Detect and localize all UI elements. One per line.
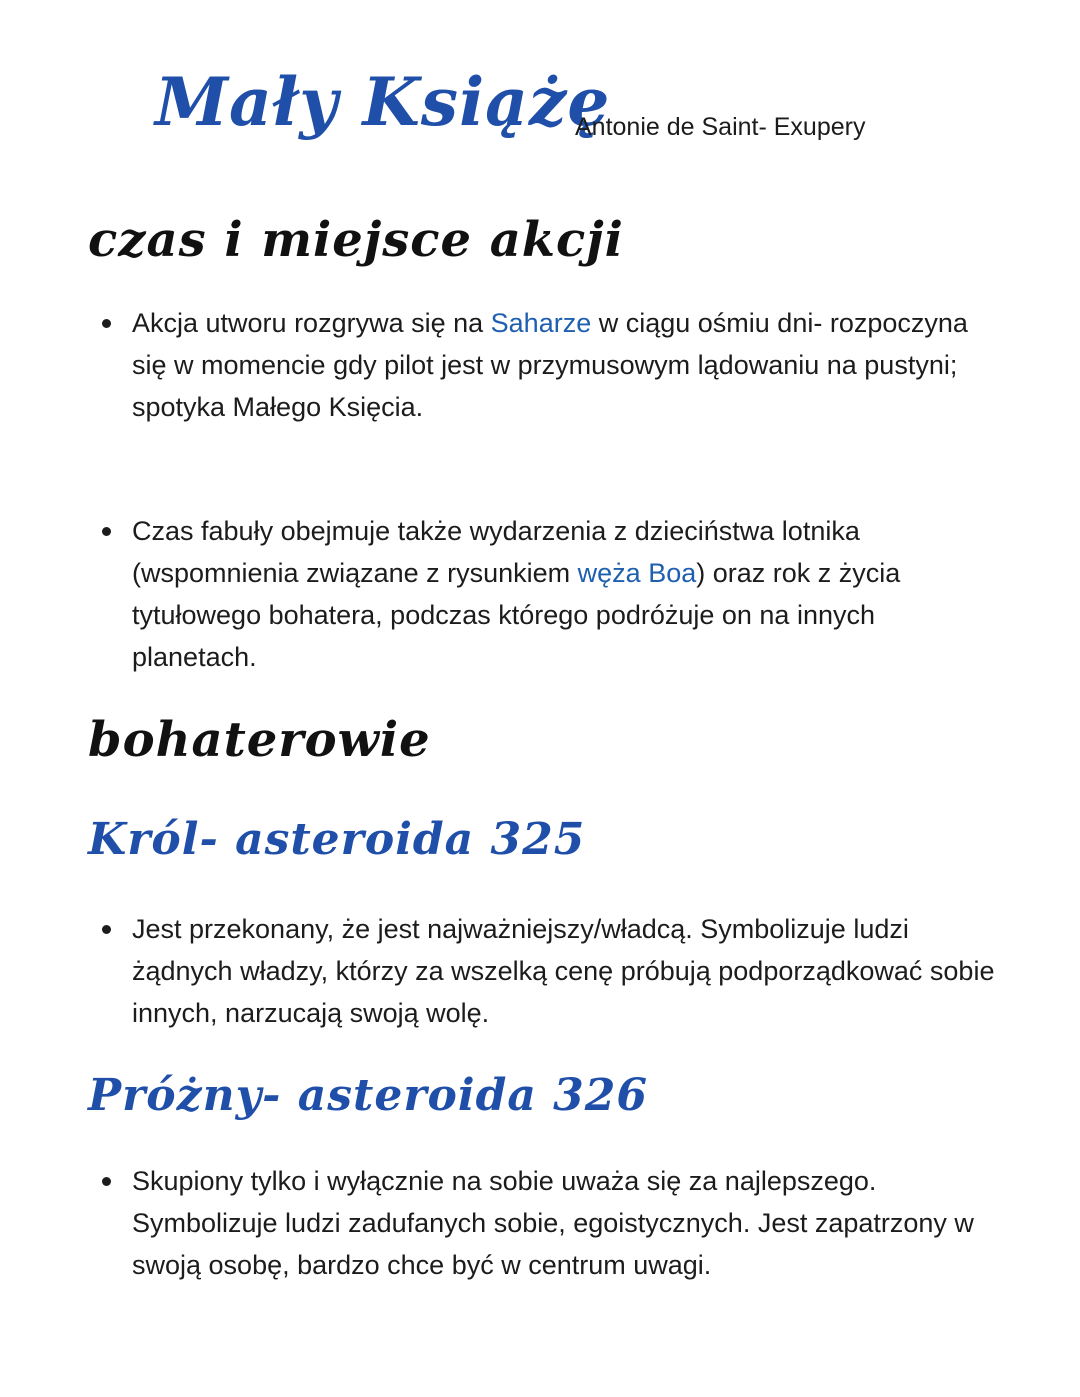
bullet-text: Czas fabuły obejmuje także wydarzenia z dzieciństwa lotnika (wspomnienia związane z rysunkiem węża Boa) oraz rok z życia tytułowego bohatera, podczas którego podróżuje on na innych planetach. [132, 516, 901, 672]
list-item [102, 510, 1002, 678]
bullet-dot [102, 1177, 111, 1186]
bullet-dot [102, 319, 111, 328]
list-item [102, 1160, 1002, 1286]
bullet-dot [102, 527, 111, 536]
section-heading-characters: bohaterowie [88, 712, 431, 768]
bullet-text: Akcja utworu rozgrywa się na Saharze w ciągu ośmiu dni- rozpoczyna się w momencie gdy pilot jest w przymusowym lądowaniu na pustyni; spotyka Małego Księcia. [132, 308, 968, 422]
highlight-boa: węża Boa [577, 558, 697, 588]
bullet-text: Jest przekonany, że jest najważniejszy/władcą. Symbolizuje ludzi żądnych władzy, którzy za wszelką cenę próbują podporządkować sobie innych, narzucają swoją wolę. [132, 914, 995, 1028]
character-heading-king: Król- asteroida 325 [88, 814, 586, 865]
list-item [102, 302, 1002, 428]
section-heading-setting: czas i miejsce akcji [88, 212, 624, 268]
highlight-sahara: Saharze [490, 308, 592, 338]
character-heading-vain: Próżny- asteroida 326 [88, 1070, 649, 1121]
page-title: Mały Książę [155, 63, 611, 141]
bullet-dot [102, 925, 111, 934]
author-name: Antonie de Saint- Exupery [575, 113, 866, 141]
list-item [102, 908, 1002, 1034]
bullet-text: Skupiony tylko i wyłącznie na sobie uważa się za najlepszego. Symbolizuje ludzi zadufanych sobie, egoistycznych. Jest zapatrzony w swoją osobę, bardzo chce być w centrum uwagi. [132, 1166, 974, 1280]
